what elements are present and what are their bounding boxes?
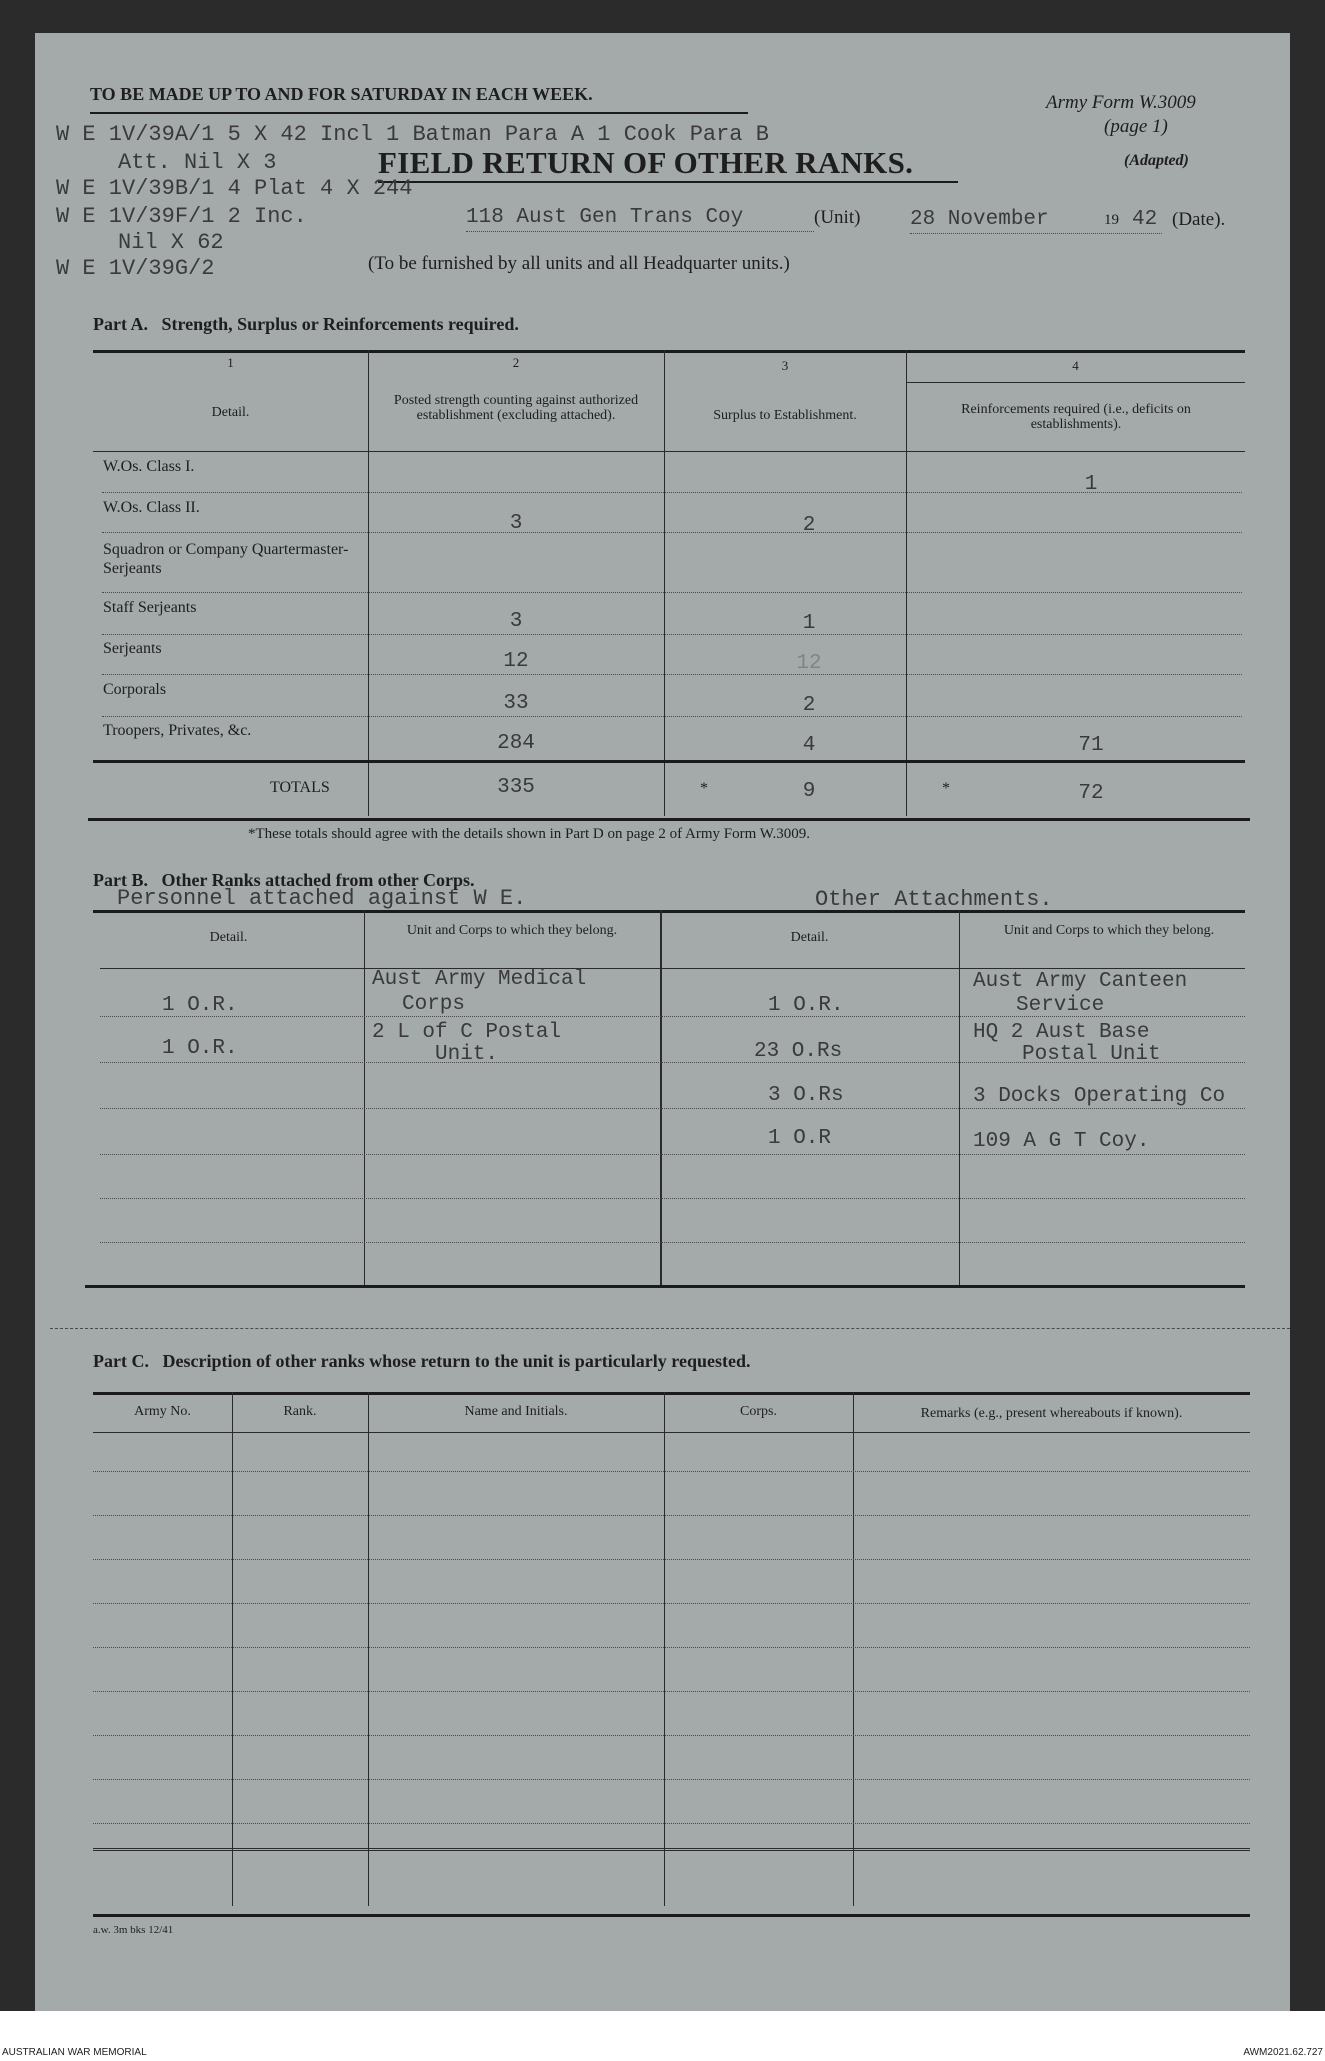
part-c-row-line <box>93 1515 1250 1516</box>
part-b-right-unit: Postal Unit <box>1022 1043 1161 1066</box>
part-b-right-unit: HQ 2 Aust Base <box>973 1021 1150 1044</box>
part-b-bottom-rule <box>85 1285 1245 1288</box>
part-c-row-line <box>93 1647 1250 1648</box>
typed-we-line-3: W E 1V/39B/1 4 Plat 4 X 244 <box>56 176 413 201</box>
part-a-col-number-4: 4 <box>1072 358 1079 373</box>
typed-we-line-1: W E 1V/39A/1 5 X 42 Incl 1 Batman Para A 1 Cook Para B <box>56 122 769 147</box>
furnished-note: (To be furnished by all units and all Headquarter units.) <box>368 253 790 274</box>
part-c-header-rule <box>93 1432 1250 1433</box>
part-a-col-header-reinf: Reinforcements required (i.e., deficits on establishments). <box>961 402 1191 432</box>
part-b-col-header-detail: Detail. <box>790 930 829 945</box>
part-a-row-label: W.Os. Class II. <box>103 499 200 516</box>
part-b-right-unit: 3 Docks Operating Co <box>973 1085 1226 1108</box>
part-a-col-number-3: 3 <box>781 358 789 373</box>
part-b-col-header-unit: Unit and Corps to which they belong. <box>1003 923 1215 938</box>
part-a-posted-value: 33 <box>503 692 529 715</box>
part-a-row-label: Staff Serjeants <box>103 599 197 616</box>
attribution-left: AUSTRALIAN WAR MEMORIAL <box>2 2047 147 2058</box>
instruction-underline <box>90 112 748 114</box>
part-a-totals-rule <box>93 760 1245 763</box>
part-b-typed-left: Personnel attached against W E. <box>117 886 527 911</box>
part-a-posted-value: 12 <box>503 650 529 673</box>
date-century: 19 <box>1104 212 1119 228</box>
date-label: (Date). <box>1172 209 1226 230</box>
part-c-col-divider <box>232 1392 233 1906</box>
part-b-left-unit: 2 L of C Postal <box>372 1021 562 1044</box>
part-c-row-line <box>93 1559 1250 1560</box>
part-b-right-detail: 1 O.R. <box>768 994 844 1017</box>
part-b-heading: Part B. Other Ranks attached from other Corps. <box>93 870 475 890</box>
part-b-left-detail: 1 O.R. <box>162 1037 238 1060</box>
typed-we-line-4: W E 1V/39F/1 2 Inc. <box>56 204 307 229</box>
part-b-row-line <box>100 1198 1245 1199</box>
attribution-bar <box>0 2011 1325 2061</box>
part-b-right-unit: Aust Army Canteen <box>973 970 1188 993</box>
part-a-surplus-value: 4 <box>802 734 816 757</box>
form-adapted: (Adapted) <box>1124 152 1189 169</box>
part-c-col-header-remarks: Remarks (e.g., present whereabouts if known). <box>920 1406 1183 1421</box>
part-c-row-line <box>93 1691 1250 1692</box>
part-a-totals-star: * <box>700 780 708 797</box>
part-a-col4-subrule <box>906 382 1245 383</box>
part-b-right-detail: 23 O.Rs <box>754 1040 843 1063</box>
part-b-typed-right: Other Attachments. <box>815 887 1053 912</box>
part-a-surplus-value: 12 <box>796 652 822 675</box>
part-b-right-unit: Service <box>1016 994 1105 1017</box>
part-a-totals-label: TOTALS <box>270 779 330 796</box>
part-a-row-label: Serjeants <box>103 640 162 657</box>
part-b-right-unit: 109 A G T Coy. <box>973 1130 1150 1153</box>
part-a-bottom-rule <box>88 818 1250 821</box>
part-b-col-divider-3 <box>959 910 960 1285</box>
unit-dotted-line <box>466 231 814 232</box>
date-year: 42 <box>1132 208 1158 231</box>
part-a-posted-value: 284 <box>497 732 535 755</box>
part-b-left-unit: Unit. <box>435 1043 499 1066</box>
part-a-col-number-2: 2 <box>512 355 520 370</box>
part-a-col-header-detail: Detail. <box>211 405 250 420</box>
part-a-totals-star: * <box>942 780 950 797</box>
part-a-totals-posted: 335 <box>497 776 535 799</box>
part-b-left-detail: 1 O.R. <box>162 994 238 1017</box>
part-b-left-unit: Aust Army Medical <box>372 968 587 991</box>
part-c-row-line <box>93 1603 1250 1604</box>
part-b-row-line <box>100 1154 1245 1155</box>
part-a-totals-reinf: 72 <box>1078 782 1104 805</box>
part-a-reinf-value: 71 <box>1078 734 1104 757</box>
part-a-top-rule <box>93 350 1245 353</box>
part-c-row-line <box>93 1823 1250 1824</box>
part-c-bottom-rule <box>93 1914 1250 1917</box>
unit-label: (Unit) <box>814 207 861 228</box>
part-c-top-rule <box>93 1392 1250 1395</box>
part-c-row-line <box>93 1735 1250 1736</box>
part-a-row-label: Corporals <box>103 681 167 698</box>
unit-value: 118 Aust Gen Trans Coy <box>466 206 744 229</box>
part-b-row-line <box>100 1108 1245 1109</box>
part-c-row-double-rule <box>93 1848 1250 1851</box>
part-b-col-divider-2 <box>660 910 662 1285</box>
form-title: FIELD RETURN OF OTHER RANKS. <box>378 145 914 180</box>
part-a-header-rule <box>93 451 1245 452</box>
title-underline <box>378 181 958 183</box>
part-c-heading: Part C. Description of other ranks whose return to the unit is particularly requested. <box>93 1351 751 1371</box>
form-number: Army Form W.3009 <box>1046 92 1196 113</box>
typed-we-line-5: Nil X 62 <box>118 230 224 255</box>
part-a-col-number-1: 1 <box>227 355 234 370</box>
date-day-month: 28 November <box>910 208 1049 231</box>
attribution-right: AWM2021.62.727 <box>1243 2047 1323 2058</box>
part-b-col-header-detail: Detail. <box>209 930 248 945</box>
part-b-header-rule <box>100 968 1245 969</box>
part-a-row-label: Squadron or Company Quartermaster-Serjeants <box>103 541 349 577</box>
part-c-col-header-corps: Corps. <box>740 1404 777 1419</box>
part-a-surplus-value: 2 <box>802 514 816 537</box>
part-a-row-label: Troopers, Privates, &c. <box>103 722 252 739</box>
part-a-col-header-posted: Posted strength counting against authorized establishment (excluding attached). <box>393 393 639 423</box>
part-b-left-unit: Corps <box>402 993 466 1016</box>
part-b-right-detail: 3 O.Rs <box>768 1084 844 1107</box>
part-a-heading: Part A. Strength, Surplus or Reinforcements required. <box>93 314 519 334</box>
part-c-row-line <box>93 1779 1250 1780</box>
date-dotted-line <box>910 233 1162 234</box>
part-a-totals-surplus: 9 <box>802 780 816 803</box>
part-a-reinf-value: 1 <box>1084 473 1098 496</box>
part-a-surplus-value: 1 <box>802 612 816 635</box>
part-b-top-rule <box>93 910 1245 913</box>
part-c-col-header-name: Name and Initials. <box>464 1404 568 1419</box>
typed-we-line-6: W E 1V/39G/2 <box>56 256 215 281</box>
part-a-row-line <box>102 592 1242 593</box>
part-a-row-label: W.Os. Class I. <box>103 458 195 475</box>
part-b-right-detail: 1 O.R <box>768 1127 832 1150</box>
part-c-col-header-army-no: Army No. <box>134 1404 191 1419</box>
part-c-col-header-rank: Rank. <box>283 1404 317 1419</box>
part-c-col-divider <box>853 1392 854 1906</box>
part-c-col-divider <box>664 1392 665 1906</box>
part-c-row-line <box>93 1471 1250 1472</box>
part-a-footnote: *These totals should agree with the details shown in Part D on page 2 of Army Form W.3009. <box>248 826 811 842</box>
part-c-col-divider <box>368 1392 369 1906</box>
print-code: a.w. 3m bks 12/41 <box>93 1924 174 1936</box>
form-page: (page 1) <box>1104 116 1168 137</box>
perforation-line <box>50 1328 1290 1329</box>
part-a-col-header-surplus: Surplus to Establishment. <box>713 408 857 423</box>
part-a-posted-value: 3 <box>509 610 523 633</box>
part-a-posted-value: 3 <box>509 512 523 535</box>
part-b-col-header-unit: Unit and Corps to which they belong. <box>406 923 618 938</box>
typed-we-line-2: Att. Nil X 3 <box>118 150 277 175</box>
part-b-row-line <box>100 1242 1245 1243</box>
instruction-text: TO BE MADE UP TO AND FOR SATURDAY IN EACH WEEK. <box>90 84 593 104</box>
part-a-surplus-value: 2 <box>802 694 816 717</box>
part-b-col-divider-1 <box>364 910 365 1285</box>
